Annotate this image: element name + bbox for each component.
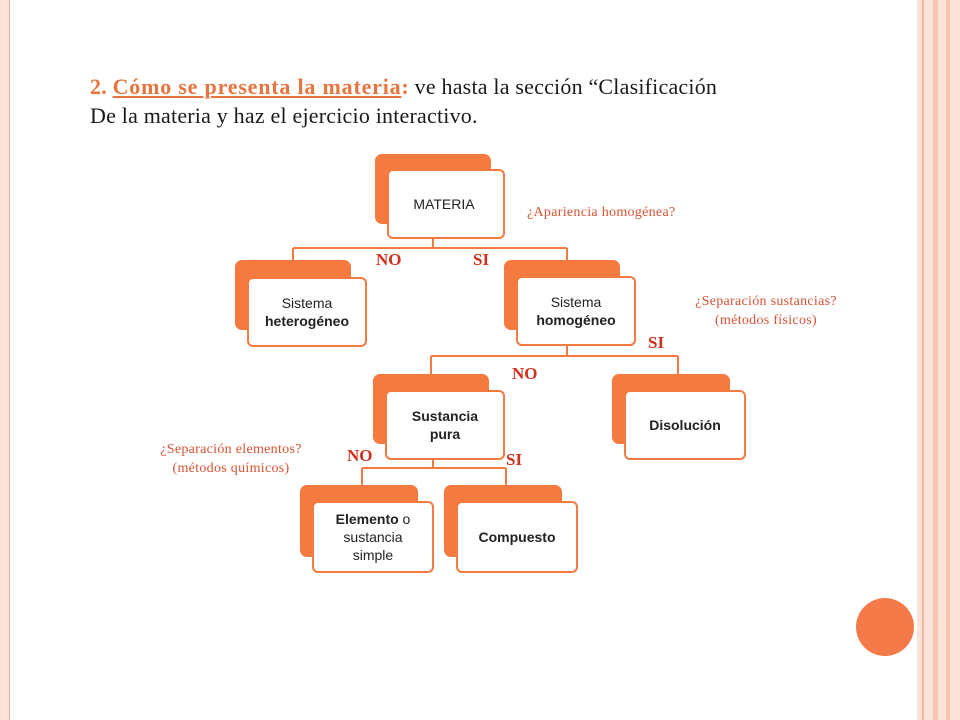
elemento-rest: o	[398, 511, 411, 527]
question-separacion-sustancias	[668, 292, 864, 330]
title-link[interactable]: Cómo se presenta la materia	[112, 74, 402, 99]
question-apariencia: ¿Apariencia homogénea?	[527, 205, 676, 220]
label-si-disolucion: SI	[648, 333, 665, 352]
label-no-elemento: NO	[347, 446, 373, 465]
label-si-homogeneo: SI	[473, 250, 490, 269]
elemento-line3: simple	[352, 547, 394, 563]
label-si-compuesto: SI	[506, 450, 523, 469]
hetero-line1: Sistema	[281, 295, 333, 311]
node-sistema-homogeneo	[504, 260, 636, 346]
node-sustancia-pura	[373, 374, 505, 460]
elemento-bold: Elemento	[335, 511, 399, 527]
disolucion-label: Disolución	[649, 417, 721, 433]
title-text-line2: De la materia y haz el ejercicio interactivo.	[90, 103, 478, 128]
question-separacion-elementos	[138, 440, 324, 478]
node-disolucion	[612, 374, 746, 460]
node-materia	[375, 154, 505, 240]
connector-homogeneo	[431, 344, 678, 378]
node-compuesto	[444, 485, 578, 573]
question-sustancias-line2: (métodos físicos)	[715, 313, 817, 328]
connector-materia	[293, 238, 567, 262]
title-text-line1: ve hasta la sección “Clasificación	[408, 74, 718, 99]
connector-pura	[362, 457, 506, 488]
hetero-line2: heterogéneo	[264, 313, 349, 329]
title-number: 2.	[90, 74, 107, 99]
node-sistema-heterogeneo	[235, 260, 367, 348]
label-no-pura: NO	[512, 364, 538, 383]
homo-line1: Sistema	[550, 294, 602, 310]
question-elementos-line1: ¿Separación elementos?	[160, 442, 302, 457]
pura-line1: Sustancia	[411, 408, 479, 424]
compuesto-label: Compuesto	[478, 529, 556, 545]
question-sustancias-line1: ¿Separación sustancias?	[695, 294, 837, 309]
pura-line2: pura	[429, 426, 461, 442]
label-no-heterogeneo: NO	[376, 250, 402, 269]
title-colon: :	[401, 74, 409, 99]
homo-line2: homogéneo	[536, 312, 616, 328]
question-elementos-line2: (métodos químicos)	[172, 461, 290, 476]
materia-label: MATERIA	[413, 196, 475, 212]
elemento-line2: sustancia	[343, 529, 403, 545]
node-elemento	[300, 485, 434, 573]
